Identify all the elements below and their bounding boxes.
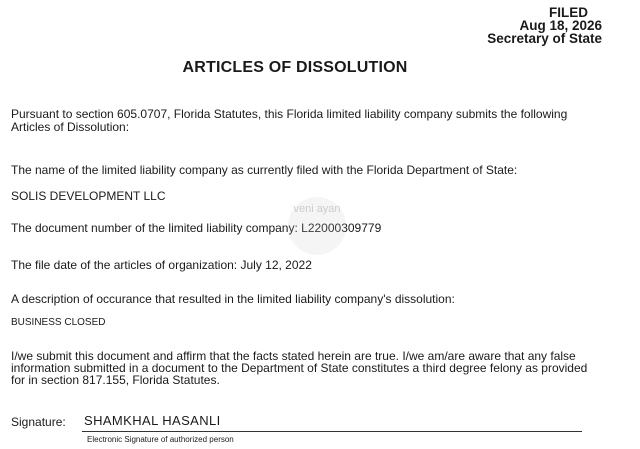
file-date-row — [11, 259, 312, 272]
stamp-filed: FILED — [549, 5, 588, 20]
stamp-office: Secretary of State — [487, 31, 602, 46]
intro-line-2: Articles of Dissolution: — [11, 120, 130, 134]
signature-label: Signature: — [11, 415, 66, 429]
document-title: ARTICLES OF DISSOLUTION — [182, 59, 408, 76]
signature-line — [82, 431, 582, 432]
file-date-label: The file date of the articles of organization: — [11, 258, 238, 272]
document-number-label: The document number of the limited liability company: — [11, 221, 298, 235]
watermark-logo: veni ayan — [288, 197, 346, 255]
intro-line-1: Pursuant to section 605.0707, Florida Statutes, this Florida limited liability company submits the following — [11, 107, 568, 121]
affirmation-line-2: information submitted in a document to the Department of State constitutes a third degree felony as provided — [11, 361, 588, 375]
document-number: L22000309779 — [301, 221, 382, 235]
affirmation-line-1: I/we submit this document and affirm that the facts stated herein are true. I/we am/are aware that any false — [11, 349, 576, 363]
filing-stamp — [487, 6, 602, 45]
description-label: A description of occurance that resulted in the limited liability company's dissolution: — [11, 292, 455, 306]
affirmation-line-3: for in section 817.155, Florida Statutes. — [11, 373, 220, 387]
company-name: SOLIS DEVELOPMENT LLC — [11, 189, 166, 203]
signature-caption: Electronic Signature of authorized person — [87, 435, 234, 444]
stamp-date: Aug 18, 2026 — [519, 18, 602, 33]
signature-name: SHAMKHAL HASANLI — [84, 413, 221, 428]
dissolution-description: BUSINESS CLOSED — [11, 317, 106, 328]
file-date: July 12, 2022 — [240, 258, 312, 272]
company-name-label: The name of the limited liability company as currently filed with the Florida Department of State: — [11, 163, 518, 177]
